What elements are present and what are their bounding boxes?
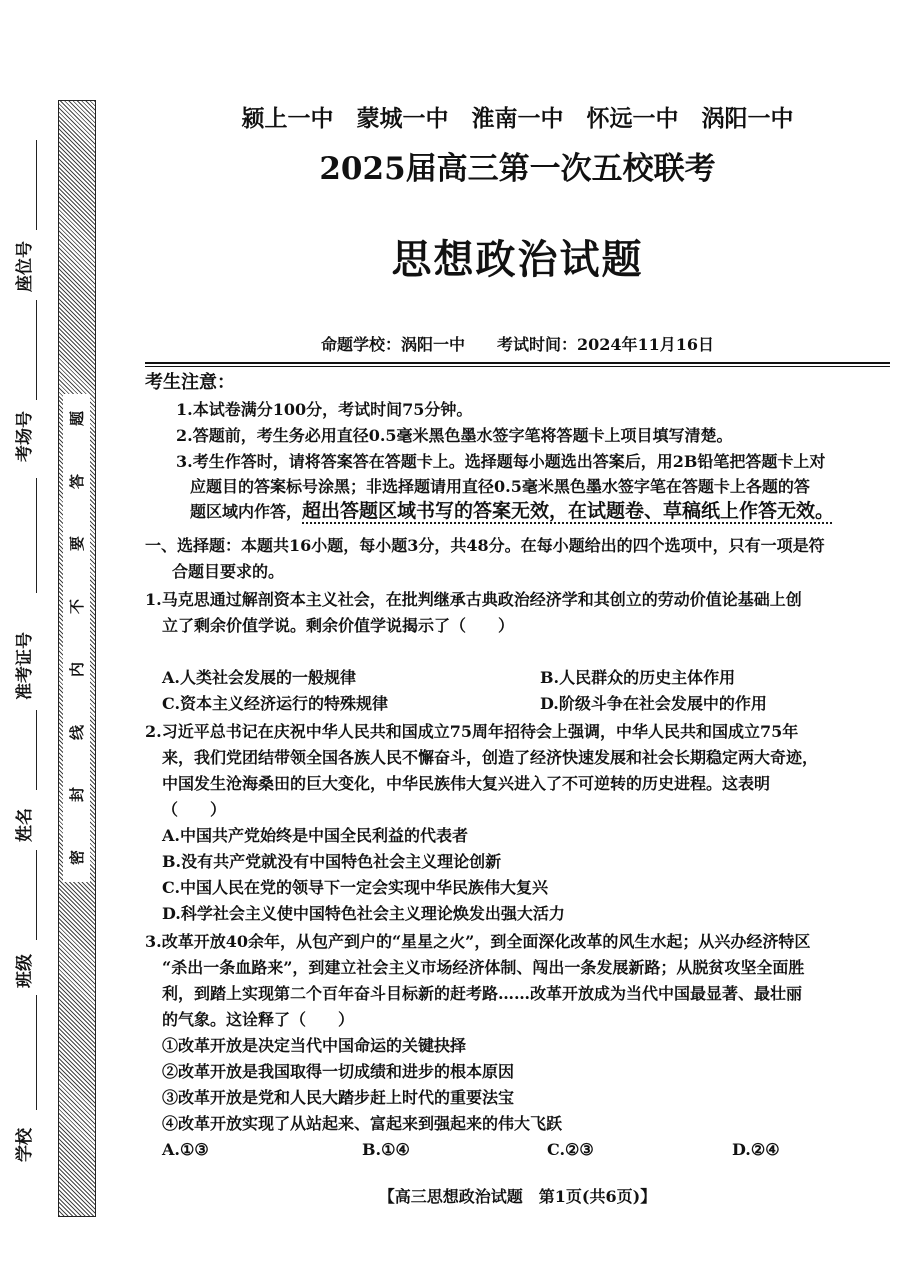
question-text: 中国发生沧海桑田的巨大变化，中华民族伟大复兴进入了不可逆转的历史进程。这表明 — [162, 774, 771, 793]
admission-number-label: 准考证号 — [15, 632, 35, 700]
schools-line: 颍上一中 蒙城一中 淮南一中 怀远一中 涡阳一中 — [241, 105, 794, 132]
option-b: B.①④ — [362, 1140, 410, 1159]
option-d: D.②④ — [732, 1140, 780, 1159]
option-c: C.②③ — [547, 1140, 594, 1159]
statement-4: ④改革开放实现了从站起来、富起来到强起来的伟大飞跃 — [162, 1114, 563, 1133]
exam-room-label: 考场号 — [15, 411, 35, 462]
statement-2: ②改革开放是我国取得一切成绩和进步的根本原因 — [162, 1062, 515, 1081]
seat-number-label: 座位号 — [15, 241, 35, 292]
margin-line — [36, 140, 37, 230]
section-heading: 合题目要求的。 — [172, 562, 285, 581]
seal-char: 内 — [67, 661, 86, 677]
notice-text: 题区域内作答， — [190, 502, 303, 521]
option-a: A.中国共产党始终是中国全民利益的代表者 — [162, 826, 468, 845]
margin-line — [36, 710, 37, 790]
notice-item: 1.本试卷满分100分，考试时间75分钟。 — [176, 400, 473, 419]
option-c: C.资本主义经济运行的特殊规律 — [162, 694, 389, 713]
question-text: 的气象。这诠释了（ ） — [162, 1010, 355, 1029]
question-text: （ ） — [162, 800, 227, 819]
option-d: D.阶级斗争在社会发展中的作用 — [540, 694, 767, 713]
seal-char: 要 — [67, 536, 86, 552]
seal-char: 答 — [67, 473, 86, 489]
margin-line — [36, 478, 37, 593]
seal-strip — [58, 100, 96, 1217]
margin-line — [36, 300, 37, 400]
question-text: 立了剩余价值学说。剩余价值学说揭示了（ ） — [162, 616, 515, 635]
section-heading: 一、选择题：本题共16小题，每小题3分，共48分。在每小题给出的四个选项中，只有一项是符 — [145, 536, 825, 555]
exam-meta: 命题学校：涡阳一中 考试时间：2024年11月16日 — [320, 335, 715, 354]
notice-item: 应题目的答案标号涂黑；非选择题请用直径0.5毫米黑色墨水签字笔在答题卡上各题的答 — [190, 477, 810, 496]
margin-line — [36, 995, 37, 1110]
page-footer: 【高三思想政治试题 第1页(共6页)】 — [378, 1187, 657, 1206]
notice-item: 2.答题前，考生务必用直径0.5毫米黑色墨水签字笔将答题卡上项目填写清楚。 — [176, 426, 733, 445]
margin-line — [36, 850, 37, 940]
question-text: 3.改革开放40余年，从包产到户的“星星之火”，到全面深化改革的风生水起；从兴办经济特区 — [145, 932, 811, 951]
seal-notice — [63, 394, 90, 882]
seal-char: 不 — [67, 599, 86, 615]
school-label: 学校 — [15, 1128, 35, 1162]
option-b: B.没有共产党就没有中国特色社会主义理论创新 — [162, 852, 502, 871]
notice-item: 3.考生作答时，请将答案答在答题卡上。选择题每小题选出答案后，用2B铅笔把答题卡上对 — [176, 452, 826, 471]
question-text: 来，我们党团结带领全国各族人民不懈奋斗，创造了经济快速发展和社会长期稳定两大奇迹， — [162, 748, 819, 767]
divider — [145, 362, 890, 364]
question-text: 1.马克思通过解剖资本主义社会，在批判继承古典政治经济学和其创立的劳动价值论基础上创 — [145, 590, 802, 609]
notice-emphasis: 超出答题区域书写的答案无效，在试题卷、草稿纸上作答无效。 — [302, 500, 835, 522]
question-text: 利，到踏上实现第二个百年奋斗目标新的赶考路……改革开放成为当代中国最显著、最壮丽 — [162, 984, 803, 1003]
subject-title: 思想政治试题 — [391, 236, 644, 283]
seal-char: 线 — [67, 724, 86, 740]
exam-title: 2025届高三第一次五校联考 — [319, 151, 716, 187]
notice-item — [190, 501, 834, 522]
option-b: B.人民群众的历史主体作用 — [540, 668, 736, 687]
seal-char: 封 — [67, 787, 86, 803]
name-label: 姓名 — [15, 808, 35, 842]
option-a: A.①③ — [162, 1140, 209, 1159]
question-text: “杀出一条血路来”，到建立社会主义市场经济体制、闯出一条发展新路；从脱贫攻坚全面胜 — [162, 958, 805, 977]
option-a: A.人类社会发展的一般规律 — [162, 668, 356, 687]
seal-char: 题 — [67, 410, 86, 427]
seal-char: 密 — [67, 849, 86, 865]
notice-title: 考生注意： — [145, 372, 235, 393]
statement-1: ①改革开放是决定当代中国命运的关键抉择 — [162, 1036, 467, 1055]
question-text: 2.习近平总书记在庆祝中华人民共和国成立75周年招待会上强调，中华人民共和国成立75年 — [145, 722, 799, 741]
option-d: D.科学社会主义使中国特色社会主义理论焕发出强大活力 — [162, 904, 565, 923]
divider — [145, 366, 890, 367]
statement-3: ③改革开放是党和人民大踏步赶上时代的重要法宝 — [162, 1088, 515, 1107]
class-label: 班级 — [15, 954, 35, 988]
option-c: C.中国人民在党的领导下一定会实现中华民族伟大复兴 — [162, 878, 549, 897]
